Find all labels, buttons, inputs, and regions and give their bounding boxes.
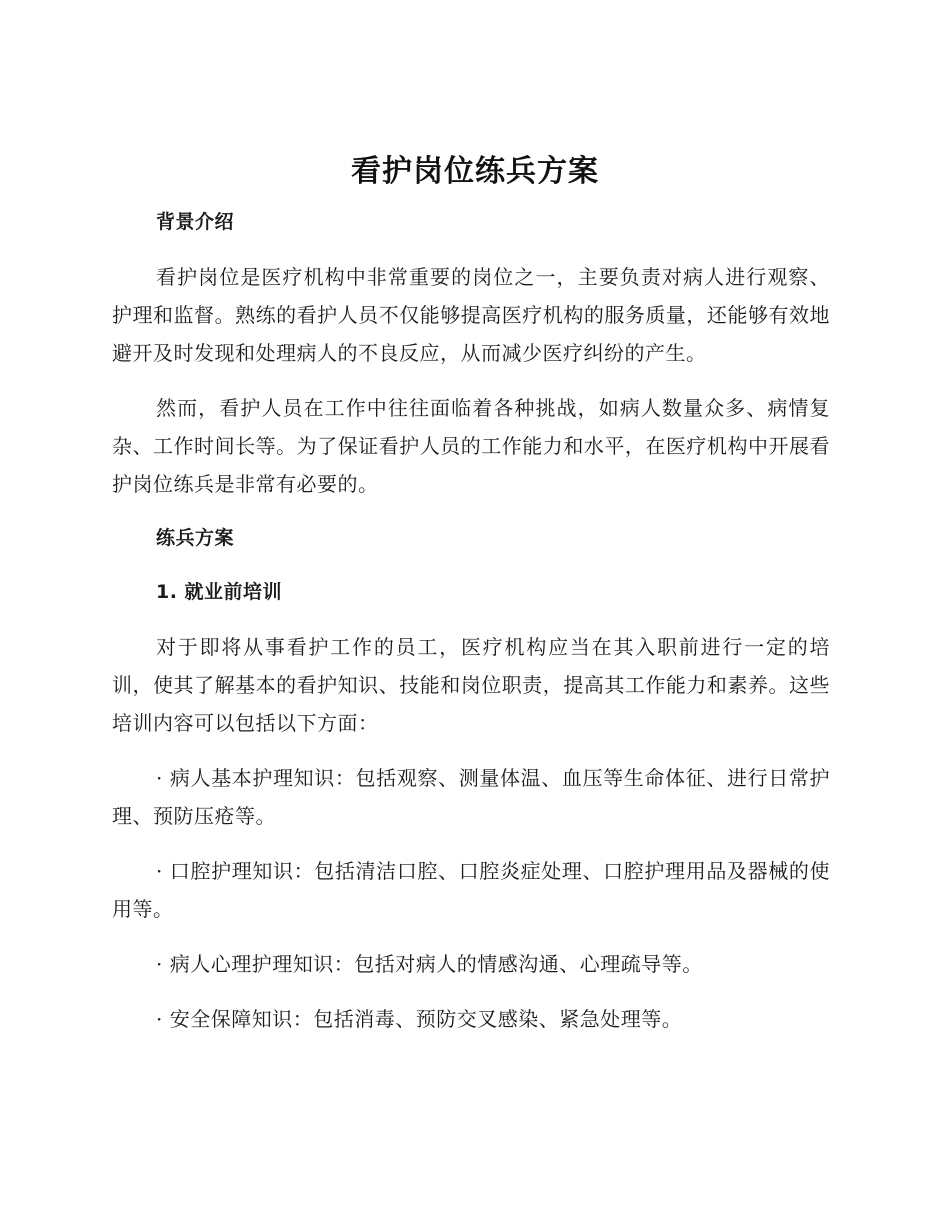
paragraph-background-1: 看护岗位是医疗机构中非常重要的岗位之一，主要负责对病人进行观察、护理和监督。熟练的看护人员不仅能够提高医疗机构的服务质量，还能够有效地避开及时发现和处理病人的不良反应，从而减少医疗纠纷的产生。 [112, 265, 830, 365]
list-item-oral-care: · 口腔护理知识：包括清洁口腔、口腔炎症处理、口腔护理用品及器械的使用等。 [112, 859, 830, 921]
list-item-safety: · 安全保障知识：包括消毒、预防交叉感染、紧急处理等。 [156, 1007, 683, 1031]
section-heading-plan: 练兵方案 [156, 527, 235, 549]
list-item-basic-nursing: · 病人基本护理知识：包括观察、测量体温、血压等生命体征、进行日常护理、预防压疮等。 [112, 766, 830, 828]
paragraph-background-2: 然而，看护人员在工作中往往面临着各种挑战，如病人数量众多、病情复杂、工作时间长等。为了保证看护人员的工作能力和水平，在医疗机构中开展看护岗位练兵是非常有必要的。 [112, 396, 830, 496]
section-heading-background: 背景介绍 [156, 211, 235, 233]
document-body [112, 204, 830, 1055]
paragraph-training-intro: 对于即将从事看护工作的员工，医疗机构应当在其入职前进行一定的培训，使其了解基本的看护知识、技能和岗位职责，提高其工作能力和素养。这些培训内容可以包括以下方面： [112, 635, 830, 735]
subsection-heading-pre-employment-training: 1. 就业前培训 [156, 581, 283, 603]
document-title: 看护岗位练兵方案 [351, 154, 599, 189]
list-item-psychological-care: · 病人心理护理知识：包括对病人的情感沟通、心理疏导等。 [156, 952, 703, 976]
